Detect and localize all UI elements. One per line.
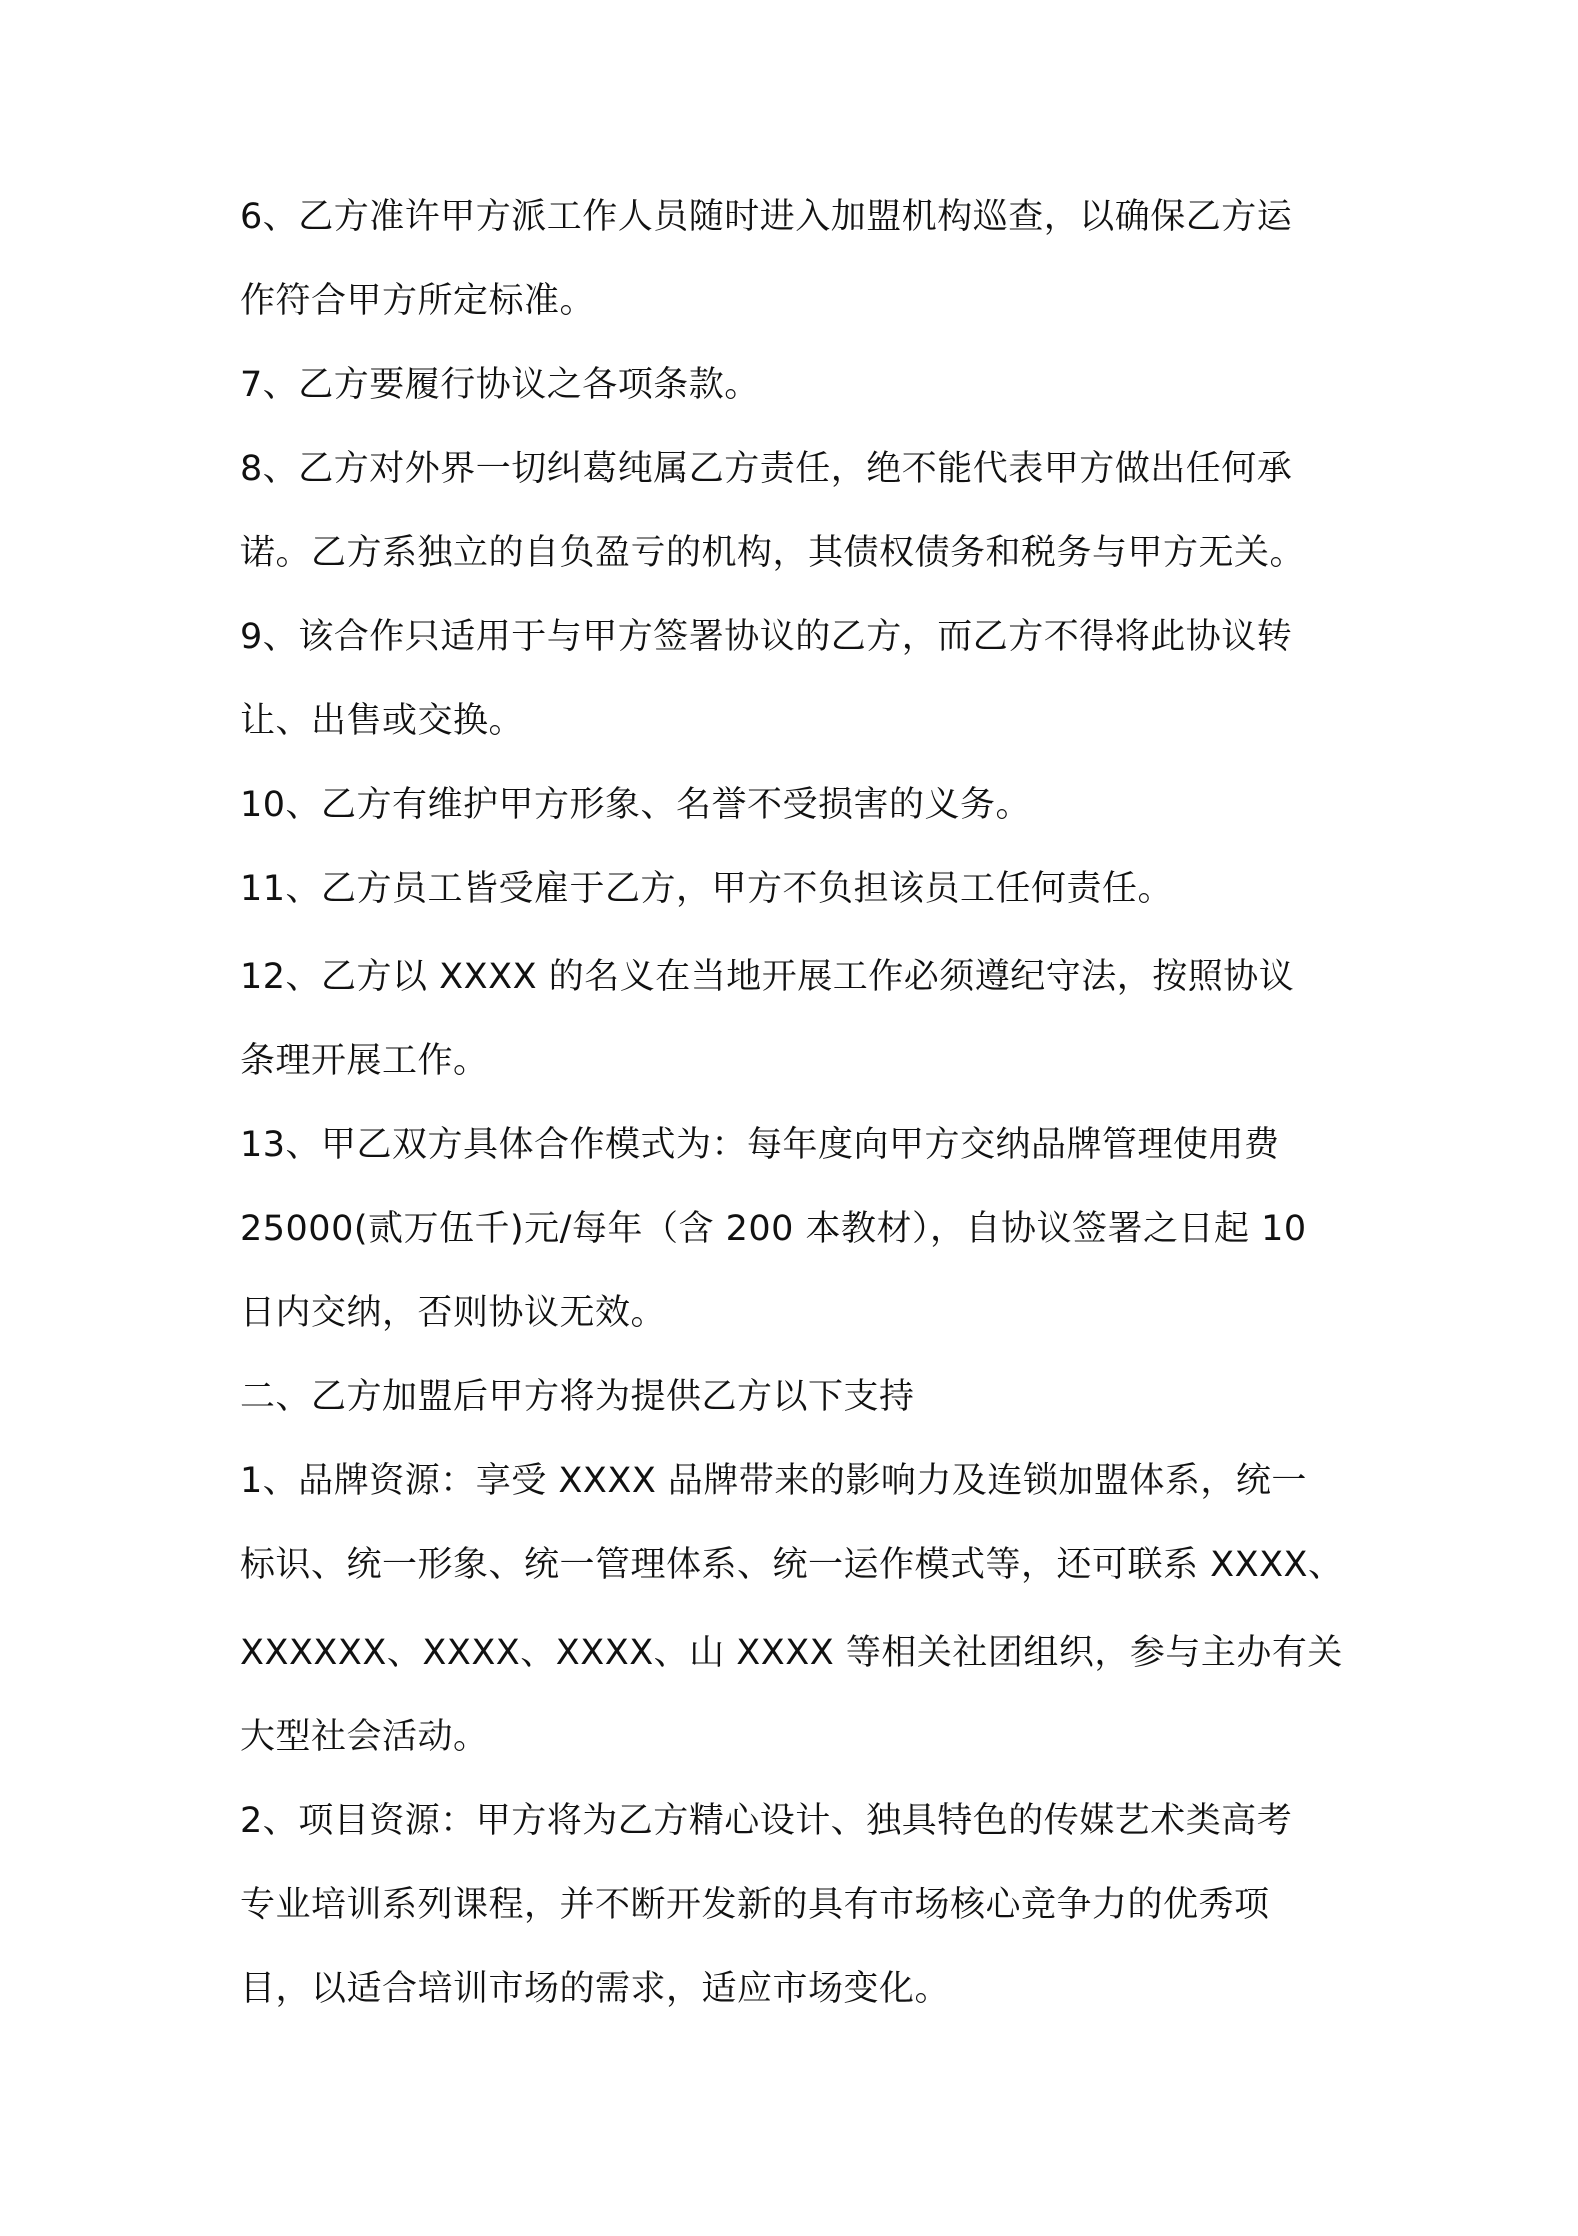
text-line: 8、乙方对外界一切纠葛纯属乙方责任，绝不能代表甲方做出任何承 [240,449,1293,489]
text-line: 7、乙方要履行协议之各项条款。 [240,365,760,405]
text-line: 二、乙方加盟后甲方将为提供乙方以下支持 [240,1377,915,1417]
text-line: 10、乙方有维护甲方形象、名誉不受损害的义务。 [240,785,1032,825]
text-line: 日内交纳，否则协议无效。 [240,1293,667,1333]
text-line: 条理开展工作。 [240,1041,489,1081]
text-line: 目，以适合培训市场的需求，适应市场变化。 [240,1969,951,2009]
text-line: 13、甲乙双方具体合作模式为：每年度向甲方交纳品牌管理使用费 [240,1125,1280,1165]
text-line: 作符合甲方所定标准。 [240,281,596,321]
text-line: 11、乙方员工皆受雇于乙方，甲方不负担该员工任何责任。 [240,869,1174,909]
text-line: XXXXXX、XXXX、XXXX、山 XXXX 等相关社团组织，参与主办有关 [240,1633,1343,1673]
text-line: 25000(贰万伍千)元/每年（含 200 本教材），自协议签署之日起 10 [240,1209,1307,1249]
text-line: 6、乙方准许甲方派工作人员随时进入加盟机构巡查，以确保乙方运 [240,197,1293,237]
text-line: 专业培训系列课程，并不断开发新的具有市场核心竞争力的优秀项 [240,1885,1270,1925]
text-line: 1、品牌资源：享受 XXXX 品牌带来的影响力及连锁加盟体系，统一 [240,1461,1307,1501]
text-line: 12、乙方以 XXXX 的名义在当地开展工作必须遵纪守法，按照协议 [240,957,1295,997]
text-line: 让、出售或交换。 [240,701,525,741]
text-line: 大型社会活动。 [240,1717,489,1757]
text-line: 2、项目资源：甲方将为乙方精心设计、独具特色的传媒艺术类高考 [240,1801,1293,1841]
text-line: 标识、统一形象、统一管理体系、统一运作模式等，还可联系 XXXX、 [240,1545,1344,1585]
text-line: 9、该合作只适用于与甲方签署协议的乙方，而乙方不得将此协议转 [240,617,1293,657]
text-line: 诺。乙方系独立的自负盈亏的机构，其债权债务和税务与甲方无关。 [240,533,1306,573]
